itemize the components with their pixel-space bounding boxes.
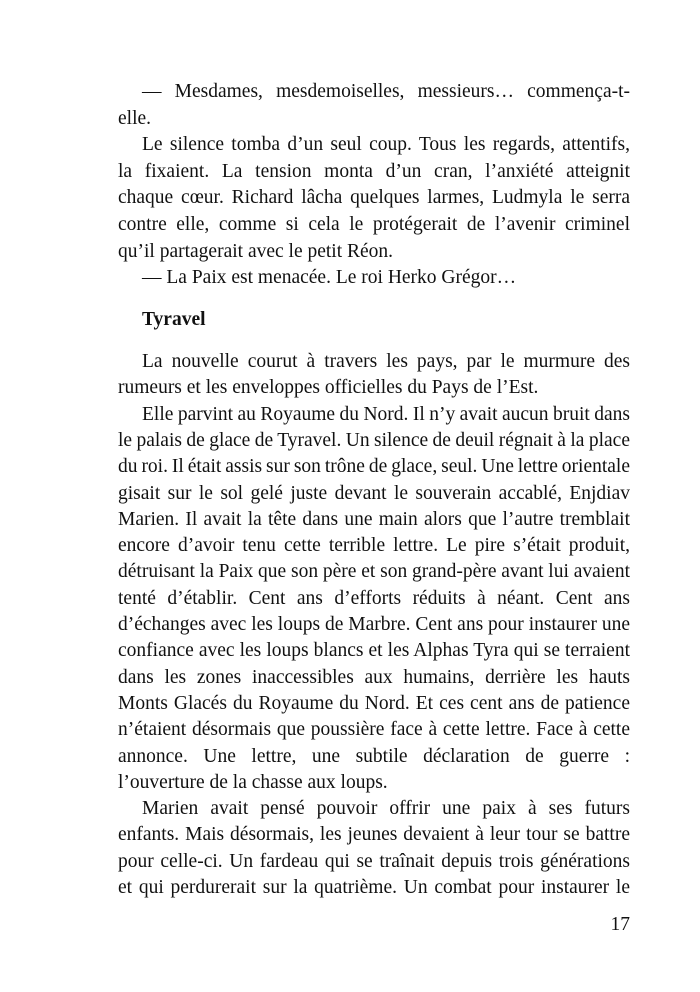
text-line: chaque cœur. Richard lâcha quelques larmes, Ludmyla le serra <box>118 187 630 209</box>
text-line: Elle parvint au Royaume du Nord. Il n’y avait aucun bruit dans <box>142 403 630 425</box>
text-line: qu’il partagerait avec le petit Réon. <box>118 240 394 262</box>
text-line: confiance avec les loups blancs et les Alphas Tyra qui se terraient <box>118 640 630 662</box>
section-heading: Tyravel <box>142 309 206 330</box>
text-line: l’ouverture de la chasse aux loups. <box>118 771 388 793</box>
text-line: d’échanges avec les loups de Marbre. Cent ans pour instaurer une <box>118 614 630 635</box>
text-line: — Mesdames, mesdemoiselles, messieurs… commença-t- <box>142 81 630 102</box>
text-line: et qui perdurerait sur la quatrième. Un combat pour instaurer le <box>118 877 630 898</box>
page-number: 17 <box>610 914 630 935</box>
text-line: Monts Glacés du Royaume du Nord. Et ces cent ans de patience <box>118 692 630 714</box>
text-line: enfants. Mais désormais, les jeunes devaient à leur tour se battre <box>118 824 630 846</box>
text-line: annonce. Une lettre, une subtile déclaration de guerre : <box>118 745 630 767</box>
text-line: détruisant la Paix que son père et son grand-père avant lui avaient <box>118 561 630 583</box>
text-line: tenté d’établir. Cent ans d’efforts réduits à néant. Cent ans <box>118 587 630 609</box>
text-line: la fixaient. La tension monta d’un cran, l’anxiété atteignit <box>118 160 630 182</box>
text-line: — La Paix est menacée. Le roi Herko Grégor… <box>142 267 517 289</box>
text-line: pour celle-ci. Un fardeau qui se traînait depuis trois générations <box>118 850 630 872</box>
text-line: le palais de glace de Tyravel. Un silence de deuil régnait à la place <box>118 429 630 451</box>
text-line: encore d’avoir tenu cette terrible lettre. Le pire s’était produit, <box>118 535 630 557</box>
text-line: du roi. Il était assis sur son trône de glace, seul. Une lettre orientale <box>118 456 630 478</box>
text-line: Le silence tomba d’un seul coup. Tous les regards, attentifs, <box>142 134 630 156</box>
text-line: gisait sur le sol gelé juste devant le souverain accablé, Enjdiav <box>118 482 630 504</box>
text-line: La nouvelle courut à travers les pays, par le murmure des <box>142 351 630 372</box>
text-line: elle. <box>118 107 152 129</box>
text-line: Marien. Il avait la tête dans une main alors que l’autre tremblait <box>118 508 630 530</box>
text-line: dans les zones inaccessibles aux humains, derrière les hauts <box>118 666 630 688</box>
text-line: rumeurs et les enveloppes officielles du Pays de l’Est. <box>118 377 539 399</box>
text-column <box>118 0 630 992</box>
text-line: contre elle, comme si cela le protégerait de l’avenir criminel <box>118 214 630 235</box>
text-line: Marien avait pensé pouvoir offrir une paix à ses futurs <box>142 798 630 820</box>
text-line: n’étaient désormais que poussière face à cette lettre. Face à cette <box>118 719 630 741</box>
